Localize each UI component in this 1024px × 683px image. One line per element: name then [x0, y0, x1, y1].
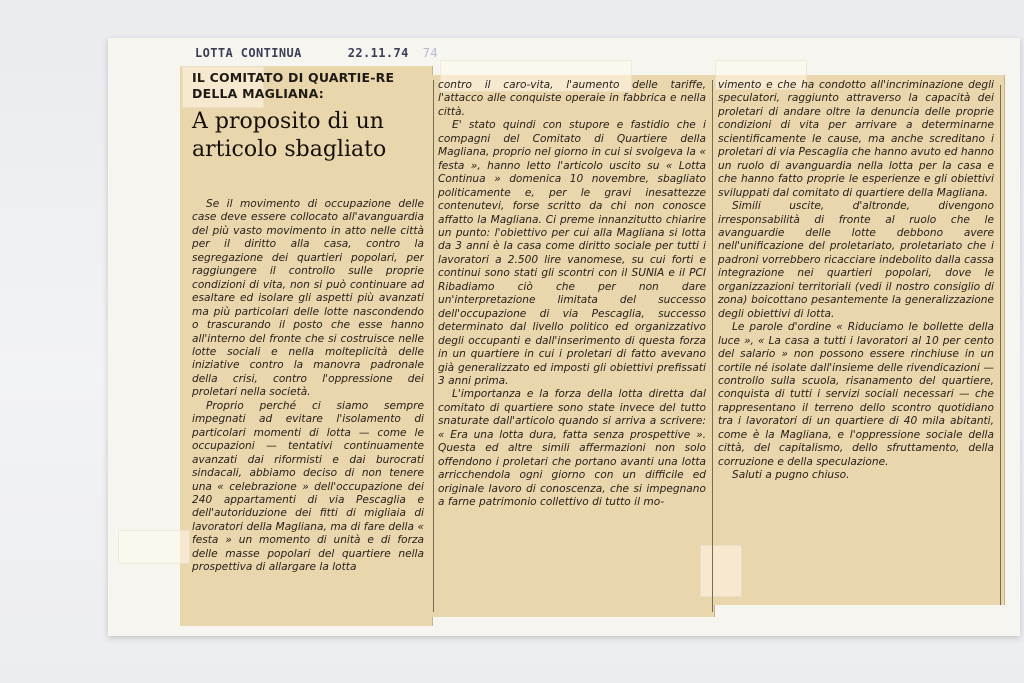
newspaper-name: LOTTA CONTINUA: [195, 46, 302, 60]
article-kicker: IL COMITATO DI QUARTIE-RE DELLA MAGLIANA:: [192, 70, 395, 101]
paragraph: vimento e che ha condotto all'incriminazione degli speculatori, raggiunto attraverso la capacità dei proletari di andare oltre la denuncia delle proprie condizioni di vita per arrivare a determinarne scientificamente le cause, ma anche screditano i proletari di via Pescaglia che hanno avuto ed hanno un ruolo di avanguardia nella lotta per la casa e che hanno fatto proprie le esperienze e gli obiettivi sviluppati dal comitato di quartiere della Magliana.: [718, 79, 994, 199]
paragraph: contro il caro-vita, l'aumento delle tariffe, l'attacco alle conquiste operaie in fabbrica e nella città.: [438, 79, 706, 118]
column-rule: [433, 80, 434, 612]
article-column-3: [718, 79, 994, 599]
article-column-1: [192, 198, 424, 624]
paragraph: Saluti a pugno chiuso.: [732, 469, 850, 482]
paragraph: Proprio perché ci siamo sempre impegnati ad evitare l'isolamento di particolari momenti di lotta — come le occupazioni — tentativi continuamente avanzati dai riformisti e dai burocrati sindacali, abbiamo deciso di non tenere una « celebrazione » dell'occupazione dei 240 appartamenti di via Pescaglia e dell'autoriduzione dei fitti di migliaia di lavoratori della Magliana, ma di fare della « festa » un momento di unità e di forza delle masse popolari del quartiere nella prospettiva di allargare la lotta: [192, 399, 424, 574]
paragraph: L'importanza e la forza della lotta diretta dal comitato di quartiere sono state invece del tutto snaturate dall'articolo quando si arriva a scrivere: « Era una lotta dura, fatta senza prospettive ». Questa ed altre simili affermazioni non solo offendono i proletari che portano avanti una lotta arricchendola ogni giorno con un difficile ed originale lavoro di conoscenza, che si impegnano a farne patrimonio collettivo di tutto il mo-: [438, 388, 706, 509]
paragraph: Le parole d'ordine « Riduciamo le bollette della luce », « La casa a tutti i lavoratori al 10 per cento del salario » non possono essere rinchiuse in un cortile né isolate dall'insieme delle rivendicazioni — controllo sulla scuola, risanamento del quartiere, conquista di tutti i servizi sociali necessari — che rappresentano il terreno dello scontro quotidiano tra i lavoratori di un quartiere di 40 mila abitanti, come è la Magliana, e l'oppressione sociale della città, del capitalismo, dello sfruttamento, della corruzione e della speculazione.: [718, 321, 994, 468]
paragraph: Simili uscite, d'altronde, divengono irresponsabilità di fronte al ruolo che le avanguardie delle lotte debbono avere nell'unificazione del proletariato, proletariato che i padroni vorrebbero ricacciare indebolito dalla cassa integrazione nei quartieri popolari, dove le organizzazioni territoriali (vedi il nostro consiglio di zona) boicottano pesantemente la generalizzazione degli obiettivi di lotta.: [718, 200, 994, 320]
article-column-2: [438, 79, 706, 614]
column-rule: [712, 80, 713, 612]
paragraph: E' stato quindi con stupore e fastidio che i compagni del Comitato di Quartiere della Magliana, proprio nel giorno in cui si svolgeva la « festa », hanno letto l'articolo uscito su « Lotta Continua » domenica 10 novembre, sbagliato politicamente e, per le gravi inesattezze contenutevi, forse scritto da chi non conosce affatto la Magliana. Ci preme innanzitutto chiarire un punto: l'obiettivo per cui alla Magliana si lotta da 3 anni è la casa come diritto sociale per tutti i lavoratori a 2.500 lire vanomese, su cui forti e continui sono stati gli scontri con il SUNIA e il PCI Ribadiamo ciò che per non dare un'interpretazione limitata del successo dell'occupazione di via Pescaglia, successo determinato dal livello politico ed organizzativo degli occupanti e dall'inserimento di questa forza in un quartiere in cui i proletari di fatto avevano già generalizzato ed imposti gli obiettivi prefissati 3 anni prima.: [438, 119, 706, 387]
clipping-date: 22.11.74: [347, 46, 409, 60]
paragraph: Se il movimento di occupazione delle case deve essere collocato all'avanguardia del più vasto movimento in atto nelle città per il diritto alla casa, contro la segregazione dei quartieri popolari, per raggiungere il controllo sulle proprie condizioni di vita, non si può continuare ad esaltare ed isolare gli aspetti più avanzati ma più particolari delle lotte nascondendo o trascurando il posto che esse hanno all'interno del fronte che si costruisce nelle lotte sociali e nella molteplicità delle iniziative contro la manovra padronale della crisi, contro l'oppressione dei proletari nella società.: [192, 198, 424, 399]
faded-annotation: 74: [422, 46, 438, 60]
clipping-header: [195, 46, 445, 64]
article-headline: A proposito di un articolo sbagliato: [192, 109, 387, 162]
tape-strip: [118, 530, 190, 564]
column-rule: [1000, 85, 1001, 605]
